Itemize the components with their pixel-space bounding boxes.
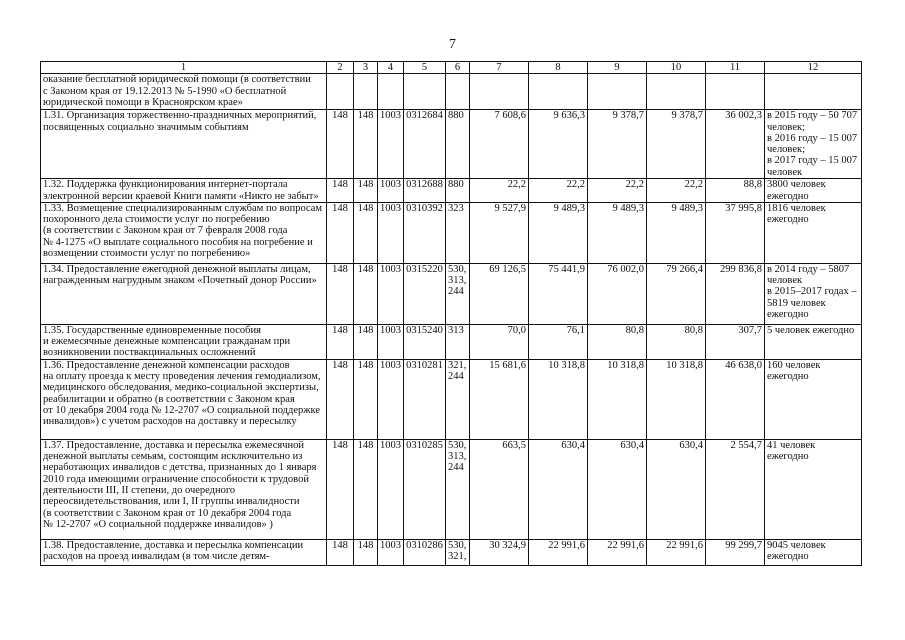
value-cell-col4 [378,74,404,110]
value-cell-col4: 1003 [378,539,404,565]
value-cell-col11: 88,8 [706,179,765,203]
budget-table [40,61,862,566]
value-cell-col9 [588,74,647,110]
value-cell-col8: 9 636,3 [529,110,588,179]
value-cell-col11: 99 299,7 [706,539,765,565]
column-header-11: 11 [706,62,765,74]
value-cell-col6: 530, 313, 244 [446,439,470,539]
value-cell-col7 [470,74,529,110]
value-cell-col2: 148 [327,539,354,565]
value-cell-col3: 148 [354,263,378,324]
table-row [41,359,862,439]
value-cell-col10: 79 266,4 [647,263,706,324]
value-cell-col3 [354,74,378,110]
value-cell-col7: 22,2 [470,179,529,203]
value-cell-col2: 148 [327,324,354,359]
table-row [41,110,862,179]
value-cell-col2: 148 [327,263,354,324]
value-cell-col7: 663,5 [470,439,529,539]
value-cell-col8: 9 489,3 [529,202,588,263]
table-row [41,539,862,565]
value-cell-col10: 80,8 [647,324,706,359]
value-cell-col10: 22,2 [647,179,706,203]
column-header-12: 12 [765,62,862,74]
value-cell-col8: 75 441,9 [529,263,588,324]
value-cell-col5 [404,74,446,110]
column-header-6: 6 [446,62,470,74]
table-row [41,439,862,539]
value-cell-col5: 0310281 [404,359,446,439]
value-cell-col6: 323 [446,202,470,263]
value-cell-col8 [529,74,588,110]
value-cell-col7: 15 681,6 [470,359,529,439]
value-cell-col9: 630,4 [588,439,647,539]
column-header-9: 9 [588,62,647,74]
value-cell-col9: 76 002,0 [588,263,647,324]
value-cell-col9: 22 991,6 [588,539,647,565]
row-name-cell: 1.35. Государственные единовременные пособия и ежемесячные денежные компенсации гражданам при возникновении поствакцинальных осложнений [41,324,327,359]
value-cell-col5: 0315220 [404,263,446,324]
row-note-cell: в 2015 году – 50 707 человек; в 2016 году – 15 007 человек; в 2017 году – 15 007 человек [765,110,862,179]
value-cell-col5: 0315240 [404,324,446,359]
value-cell-col10: 10 318,8 [647,359,706,439]
value-cell-col3: 148 [354,110,378,179]
row-note-cell: 3800 человек ежегодно [765,179,862,203]
value-cell-col9: 10 318,8 [588,359,647,439]
value-cell-col11 [706,74,765,110]
value-cell-col4: 1003 [378,359,404,439]
header-row [41,62,862,74]
row-name-cell: 1.33. Возмещение специализированным службам по вопросам похоронного дела стоимости услуг по погребению (в соответствии с Законом края от 7 февраля 2008 года № 4-1275 «О выплате социального пособия на погребение и возмещении стоимости услуг по погребению» [41,202,327,263]
value-cell-col11: 37 995,8 [706,202,765,263]
value-cell-col2: 148 [327,110,354,179]
value-cell-col6: 530, 321, [446,539,470,565]
table-row [41,324,862,359]
value-cell-col5: 0310392 [404,202,446,263]
value-cell-col7: 30 324,9 [470,539,529,565]
value-cell-col9: 22,2 [588,179,647,203]
value-cell-col8: 22 991,6 [529,539,588,565]
value-cell-col9: 9 489,3 [588,202,647,263]
column-header-10: 10 [647,62,706,74]
value-cell-col9: 80,8 [588,324,647,359]
value-cell-col2 [327,74,354,110]
value-cell-col3: 148 [354,202,378,263]
row-name-cell: 1.36. Предоставление денежной компенсации расходов на оплату проезда к месту проведения лечения гемодиализом, медицинского обследования, медико-социальной экспертизы, реабилитации и обратно (в соответствии с Законом края от 10 декабря 2004 года № 12-2707 «О социальной поддержке инвалидов») с учетом расходов на доставку и пересылку [41,359,327,439]
table-row [41,179,862,203]
row-name-cell: 1.37. Предоставление, доставка и пересылка ежемесячной денежной выплаты семьям, состоящим исключительно из неработающих инвалидов с детства, признанных до 1 января 2010 года имеющими ограничение способности к трудовой деятельности III, II степени, до очередного переосвидетельствования, или I, II группы инвалидности (в соответствии с Законом края от 10 декабря 2004 года № 12-2707 «О социальной поддержке инвалидов» ) [41,439,327,539]
value-cell-col2: 148 [327,179,354,203]
value-cell-col4: 1003 [378,179,404,203]
value-cell-col8: 22,2 [529,179,588,203]
column-header-7: 7 [470,62,529,74]
value-cell-col5: 0310286 [404,539,446,565]
value-cell-col10: 9 378,7 [647,110,706,179]
row-note-cell: 41 человек ежегодно [765,439,862,539]
value-cell-col6: 313 [446,324,470,359]
row-name-cell: 1.32. Поддержка функционирования интернет-портала электронной версии краевой Книги памяти «Никто не забыт» [41,179,327,203]
value-cell-col8: 630,4 [529,439,588,539]
table-body [41,74,862,565]
row-note-cell: 5 человек ежегодно [765,324,862,359]
value-cell-col11: 36 002,3 [706,110,765,179]
value-cell-col10: 22 991,6 [647,539,706,565]
column-header-8: 8 [529,62,588,74]
value-cell-col4: 1003 [378,324,404,359]
column-header-1: 1 [41,62,327,74]
value-cell-col8: 10 318,8 [529,359,588,439]
row-name-cell: 1.38. Предоставление, доставка и пересылка компенсации расходов на проезд инвалидам (в том числе детям- [41,539,327,565]
page-number: 7 [449,37,456,52]
table-row [41,74,862,110]
value-cell-col4: 1003 [378,202,404,263]
value-cell-col5: 0310285 [404,439,446,539]
value-cell-col2: 148 [327,202,354,263]
table-row [41,263,862,324]
value-cell-col11: 299 836,8 [706,263,765,324]
row-note-cell: 9045 человек ежегодно [765,539,862,565]
column-header-5: 5 [404,62,446,74]
value-cell-col2: 148 [327,439,354,539]
value-cell-col3: 148 [354,179,378,203]
value-cell-col7: 70,0 [470,324,529,359]
value-cell-col5: 0312684 [404,110,446,179]
row-note-cell [765,74,862,110]
row-note-cell: 160 человек ежегодно [765,359,862,439]
value-cell-col10 [647,74,706,110]
value-cell-col3: 148 [354,439,378,539]
row-name-cell: оказание бесплатной юридической помощи (в соответствии с Законом края от 19.12.2013 № 5-1990 «О бесплатной юридической помощи в Красноярском крае» [41,74,327,110]
value-cell-col10: 9 489,3 [647,202,706,263]
value-cell-col9: 9 378,7 [588,110,647,179]
row-note-cell: 1816 человек ежегодно [765,202,862,263]
value-cell-col6 [446,74,470,110]
value-cell-col7: 7 608,6 [470,110,529,179]
row-note-cell: в 2014 году – 5807 человек в 2015–2017 годах – 5819 человек ежегодно [765,263,862,324]
row-name-cell: 1.34. Предоставление ежегодной денежной выплаты лицам, награжденным нагрудным знаком «Почетный донор России» [41,263,327,324]
value-cell-col3: 148 [354,539,378,565]
value-cell-col10: 630,4 [647,439,706,539]
value-cell-col11: 2 554,7 [706,439,765,539]
column-header-4: 4 [378,62,404,74]
table-row [41,202,862,263]
value-cell-col5: 0312688 [404,179,446,203]
value-cell-col7: 9 527,9 [470,202,529,263]
value-cell-col4: 1003 [378,110,404,179]
value-cell-col4: 1003 [378,439,404,539]
value-cell-col4: 1003 [378,263,404,324]
value-cell-col3: 148 [354,324,378,359]
value-cell-col8: 76,1 [529,324,588,359]
value-cell-col6: 321, 244 [446,359,470,439]
value-cell-col11: 307,7 [706,324,765,359]
value-cell-col6: 530, 313, 244 [446,263,470,324]
row-name-cell: 1.31. Организация торжественно-праздничных мероприятий, посвященных социально значимым событиям [41,110,327,179]
value-cell-col3: 148 [354,359,378,439]
column-header-3: 3 [354,62,378,74]
value-cell-col7: 69 126,5 [470,263,529,324]
value-cell-col6: 880 [446,110,470,179]
value-cell-col6: 880 [446,179,470,203]
value-cell-col11: 46 638,0 [706,359,765,439]
column-header-2: 2 [327,62,354,74]
value-cell-col2: 148 [327,359,354,439]
